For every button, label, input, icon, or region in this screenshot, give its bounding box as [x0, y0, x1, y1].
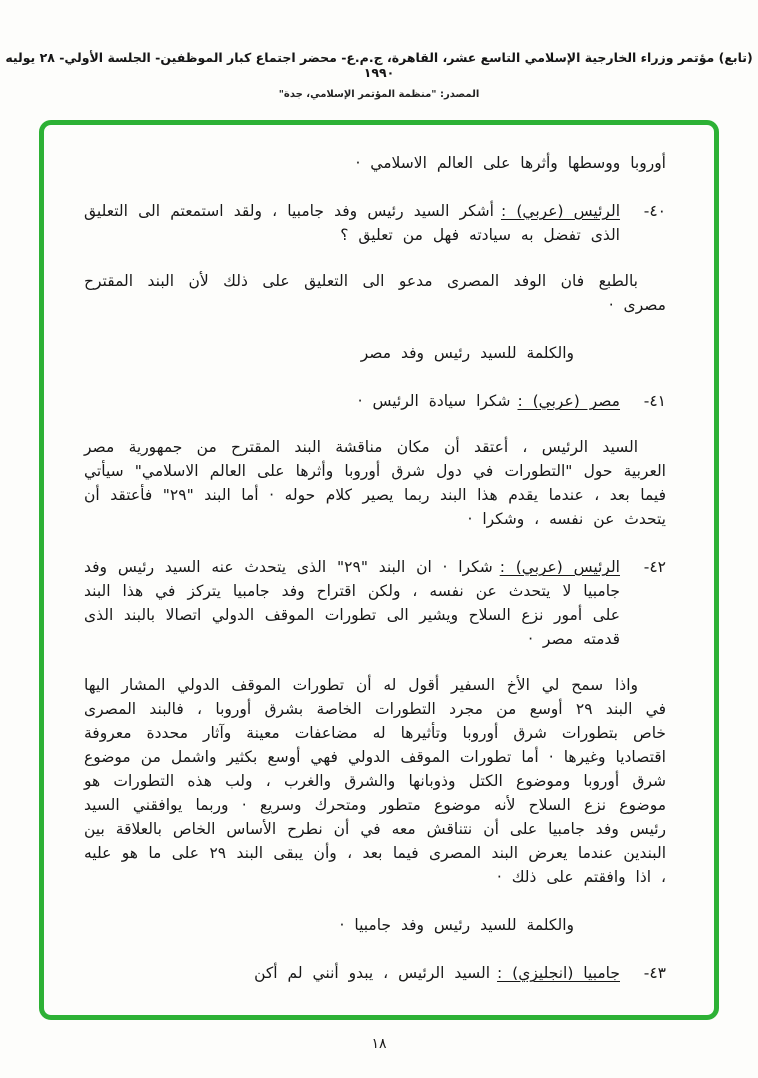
paragraph-continuation: واذا سمح لي الأخ السفير أقول له أن تطورات الموقف الدولي المشار اليها في البند ٢٩ أوسع من مجرد التطورات الخاصة بشرق أوروبا ، فالبند المصرى خاص بتطورات شرق أوروبا وتأثيرها له مضاعفات معينة وآثار محددة معروفة اقتصاديا وغيرها · أما تطورات الموقف الدولي فهي أوسع بكثير واشمل من موضوع شرق أوروبا وموضوع الكتل وذوبانها والشرق والغرب ، ولب هذه التطورات هو موضوع نزع السلاح لأنه موضوع متطور ومتحرك وسريع · وربما يوافقني السيد رئيس وفد جامبيا على أن نتناقش معه في أن نطرح الأساس الخاص بالعلاقة بين البندين عندما يعرض البند المصرى فيما بعد ، وأن يبقى البند ٢٩ على ما هو عليه ، اذا وافقتم على ذلك · [84, 676, 667, 886]
paragraph-continuation: السيد الرئيس ، أعتقد أن مكان مناقشة البند المقترح من جمهورية مصر العربية حول "التطورات في دول شرق أوروبا وأثرها على العالم الاسلامي" سيأتي فيما بعد ، عندما يقدم هذا البند ربما يصير كلام حوله · أما البند "٢٩" فأعتقد أن يتحدث عن نفسه ، وشكرا · [84, 438, 666, 528]
paragraph-40 [84, 199, 666, 247]
paragraph-43 [84, 961, 666, 985]
paragraph-number: ٤٣- [643, 964, 666, 982]
page-header [0, 0, 758, 100]
paragraph-text: السيد الرئيس ، يبدو أنني لم أكن [254, 964, 491, 982]
speaker-name: مصر (عربي) : [517, 392, 620, 410]
speaker-name: الرئيس (عربي) : [500, 202, 620, 220]
paragraph-body [84, 389, 620, 413]
paragraph-text: شكرا · ان البند "٢٩" الذى يتحدث عنه السيد رئيس وفد جامبيا لا يتحدث عن نفسه ، ولكن اقتراح وفد جامبيا يتركز في هذا البند على أمور نزع السلاح ويشير الى تطورات الموقف الدولي اتصالا بالبند الذى قدمته مصر · [84, 558, 620, 648]
paragraph-42 [84, 555, 666, 651]
paragraph-number: ٤١- [643, 392, 666, 410]
paragraph-number: ٤٢- [643, 558, 666, 576]
paragraph-body [84, 961, 620, 985]
paragraph-text: أشكر السيد رئيس وفد جامبيا ، ولقد استمعتم الى التعليق الذى تفضل به سيادته فهل من تعليق ؟ [84, 202, 620, 244]
paragraph-41 [84, 389, 666, 413]
speaker-name: جامبيا (انجليزي) : [497, 964, 620, 982]
header-title-line: (تابع) مؤتمر وزراء الخارجية الإسلامي التاسع عشر، القاهرة، ج.م.ع- محضر اجتماع كبار الموظفين- الجلسة الأولي- ٢٨ يوليه ١٩٩٠ [5, 50, 753, 80]
page-number: ١٨ [371, 1036, 387, 1052]
floor-given-line: والكلمة للسيد رئيس وفد مصر [360, 344, 574, 362]
paragraph-continuation: بالطبع فان الوفد المصرى مدعو الى التعليق على ذلك لأن البند المقترح مصرى · [84, 272, 666, 314]
floor-given-line: والكلمة للسيد رئيس وفد جامبيا · [339, 916, 574, 934]
speaker-name: الرئيس (عربي) : [499, 558, 620, 576]
paragraph-body [84, 555, 620, 651]
paragraph-body [84, 199, 620, 247]
paragraph-text: شكرا سيادة الرئيس · [357, 392, 511, 410]
header-source-line: المصدر: "منظمة المؤتمر الإسلامي، جدة" [278, 89, 480, 100]
paragraph-number: ٤٠- [643, 202, 666, 220]
intro-continuation-line: أوروبا ووسطها وأثرها على العالم الاسلامي · [355, 154, 666, 172]
green-border-frame [39, 120, 719, 1020]
